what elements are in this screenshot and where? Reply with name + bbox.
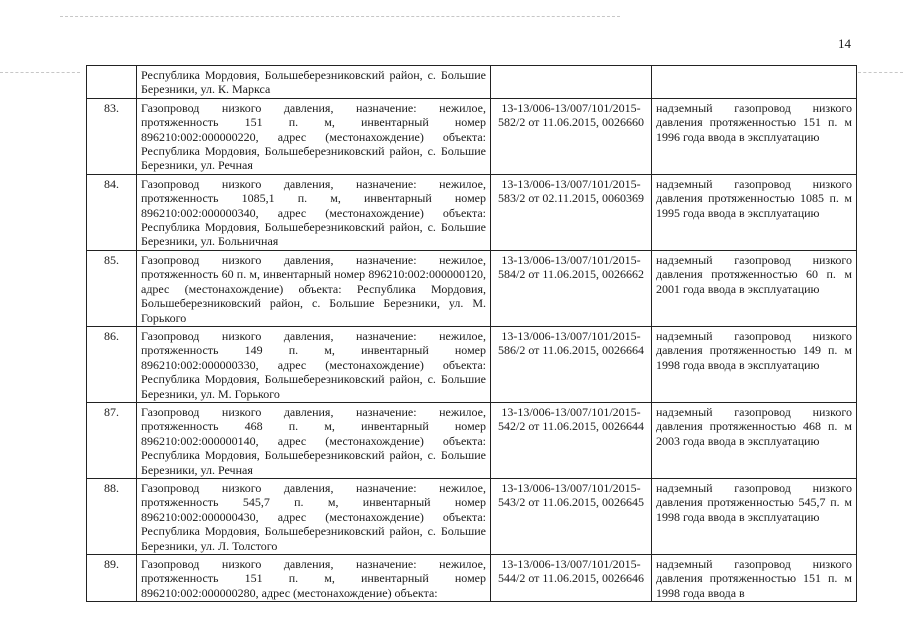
- table-row: [87, 402, 857, 478]
- table-row: [87, 174, 857, 250]
- technical-description-cell: надземный газопровод низкого давления протяженностью 468 п. м 2003 года ввода в эксплуатацию: [652, 402, 857, 478]
- registration-record-cell: [491, 66, 652, 99]
- table-row: [87, 98, 857, 174]
- registration-record-cell: 13-13/006-13/007/101/2015-543/2 от 11.06.2015, 0026645: [491, 478, 652, 554]
- registration-record-cell: 13-13/006-13/007/101/2015-583/2 от 02.11.2015, 0060369: [491, 174, 652, 250]
- table-body: [87, 66, 857, 602]
- object-description-cell: Республика Мордовия, Большеберезниковский район, с. Большие Березники, ул. К. Маркса: [137, 66, 491, 99]
- registration-record-cell: 13-13/006-13/007/101/2015-586/2 от 11.06.2015, 0026664: [491, 326, 652, 402]
- row-number-cell: 86.: [87, 326, 137, 402]
- object-description-cell: Газопровод низкого давления, назначение: нежилое, протяженность 60 п. м, инвентарный номер 896210:002:000000120, адрес (местонахождение) объекта: Республика Мордовия, Большеберезниковский район, с. Большие Березники, ул. М. Горького: [137, 250, 491, 326]
- table-row: [87, 250, 857, 326]
- registration-record-cell: 13-13/006-13/007/101/2015-542/2 от 11.06.2015, 0026644: [491, 402, 652, 478]
- technical-description-cell: надземный газопровод низкого давления протяженностью 151 п. м 1996 года ввода в эксплуатацию: [652, 98, 857, 174]
- technical-description-cell: надземный газопровод низкого давления протяженностью 545,7 п. м 1998 года ввода в эксплуатацию: [652, 478, 857, 554]
- table-row: [87, 326, 857, 402]
- scan-artifact-top: [60, 16, 620, 17]
- technical-description-cell: надземный газопровод низкого давления протяженностью 149 п. м 1998 года ввода в эксплуатацию: [652, 326, 857, 402]
- row-number-cell: 88.: [87, 478, 137, 554]
- page-number: 14: [838, 36, 851, 51]
- object-description-cell: Газопровод низкого давления, назначение: нежилое, протяженность 468 п. м, инвентарный номер 896210:002:000000140, адрес (местонахождение) объекта: Республика Мордовия, Большеберезниковский район, с. Большие Березники, ул. Речная: [137, 402, 491, 478]
- row-number-cell: [87, 66, 137, 99]
- row-number-cell: 84.: [87, 174, 137, 250]
- object-description-cell: Газопровод низкого давления, назначение: нежилое, протяженность 149 п. м, инвентарный номер 896210:002:000000330, адрес (местонахождение) объекта: Республика Мордовия, Большеберезниковский район, с. Большие Березники, ул. М. Горького: [137, 326, 491, 402]
- property-table: [86, 65, 857, 602]
- scan-artifact-right: [858, 72, 903, 73]
- technical-description-cell: надземный газопровод низкого давления протяженностью 1085 п. м 1995 года ввода в эксплуатацию: [652, 174, 857, 250]
- object-description-cell: Газопровод низкого давления, назначение: нежилое, протяженность 151 п. м, инвентарный номер 896210:002:000000280, адрес (местонахождение) объекта:: [137, 555, 491, 602]
- object-description-cell: Газопровод низкого давления, назначение: нежилое, протяженность 1085,1 п. м, инвентарный номер 896210:002:000000340, адрес (местонахождение) объекта: Республика Мордовия, Большеберезниковский район, с. Большие Березники, ул. Больничная: [137, 174, 491, 250]
- table-row: [87, 478, 857, 554]
- object-description-cell: Газопровод низкого давления, назначение: нежилое, протяженность 545,7 п. м, инвентарный номер 896210:002:000000430, адрес (местонахождение) объекта: Республика Мордовия, Большеберезниковский район, с. Большие Березники, ул. Л. Толстого: [137, 478, 491, 554]
- table-row: [87, 555, 857, 602]
- technical-description-cell: [652, 66, 857, 99]
- row-number-cell: 89.: [87, 555, 137, 602]
- technical-description-cell: надземный газопровод низкого давления протяженностью 151 п. м 1998 года ввода в: [652, 555, 857, 602]
- scan-artifact-left: [0, 72, 80, 73]
- registration-record-cell: 13-13/006-13/007/101/2015-544/2 от 11.06.2015, 0026646: [491, 555, 652, 602]
- registration-record-cell: 13-13/006-13/007/101/2015-582/2 от 11.06.2015, 0026660: [491, 98, 652, 174]
- table-row: [87, 66, 857, 99]
- registration-record-cell: 13-13/006-13/007/101/2015-584/2 от 11.06.2015, 0026662: [491, 250, 652, 326]
- row-number-cell: 85.: [87, 250, 137, 326]
- row-number-cell: 83.: [87, 98, 137, 174]
- row-number-cell: 87.: [87, 402, 137, 478]
- technical-description-cell: надземный газопровод низкого давления протяженностью 60 п. м 2001 года ввода в эксплуатацию: [652, 250, 857, 326]
- object-description-cell: Газопровод низкого давления, назначение: нежилое, протяженность 151 п. м, инвентарный номер 896210:002:000000220, адрес (местонахождение) объекта: Республика Мордовия, Большеберезниковский район, с. Большие Березники, ул. Речная: [137, 98, 491, 174]
